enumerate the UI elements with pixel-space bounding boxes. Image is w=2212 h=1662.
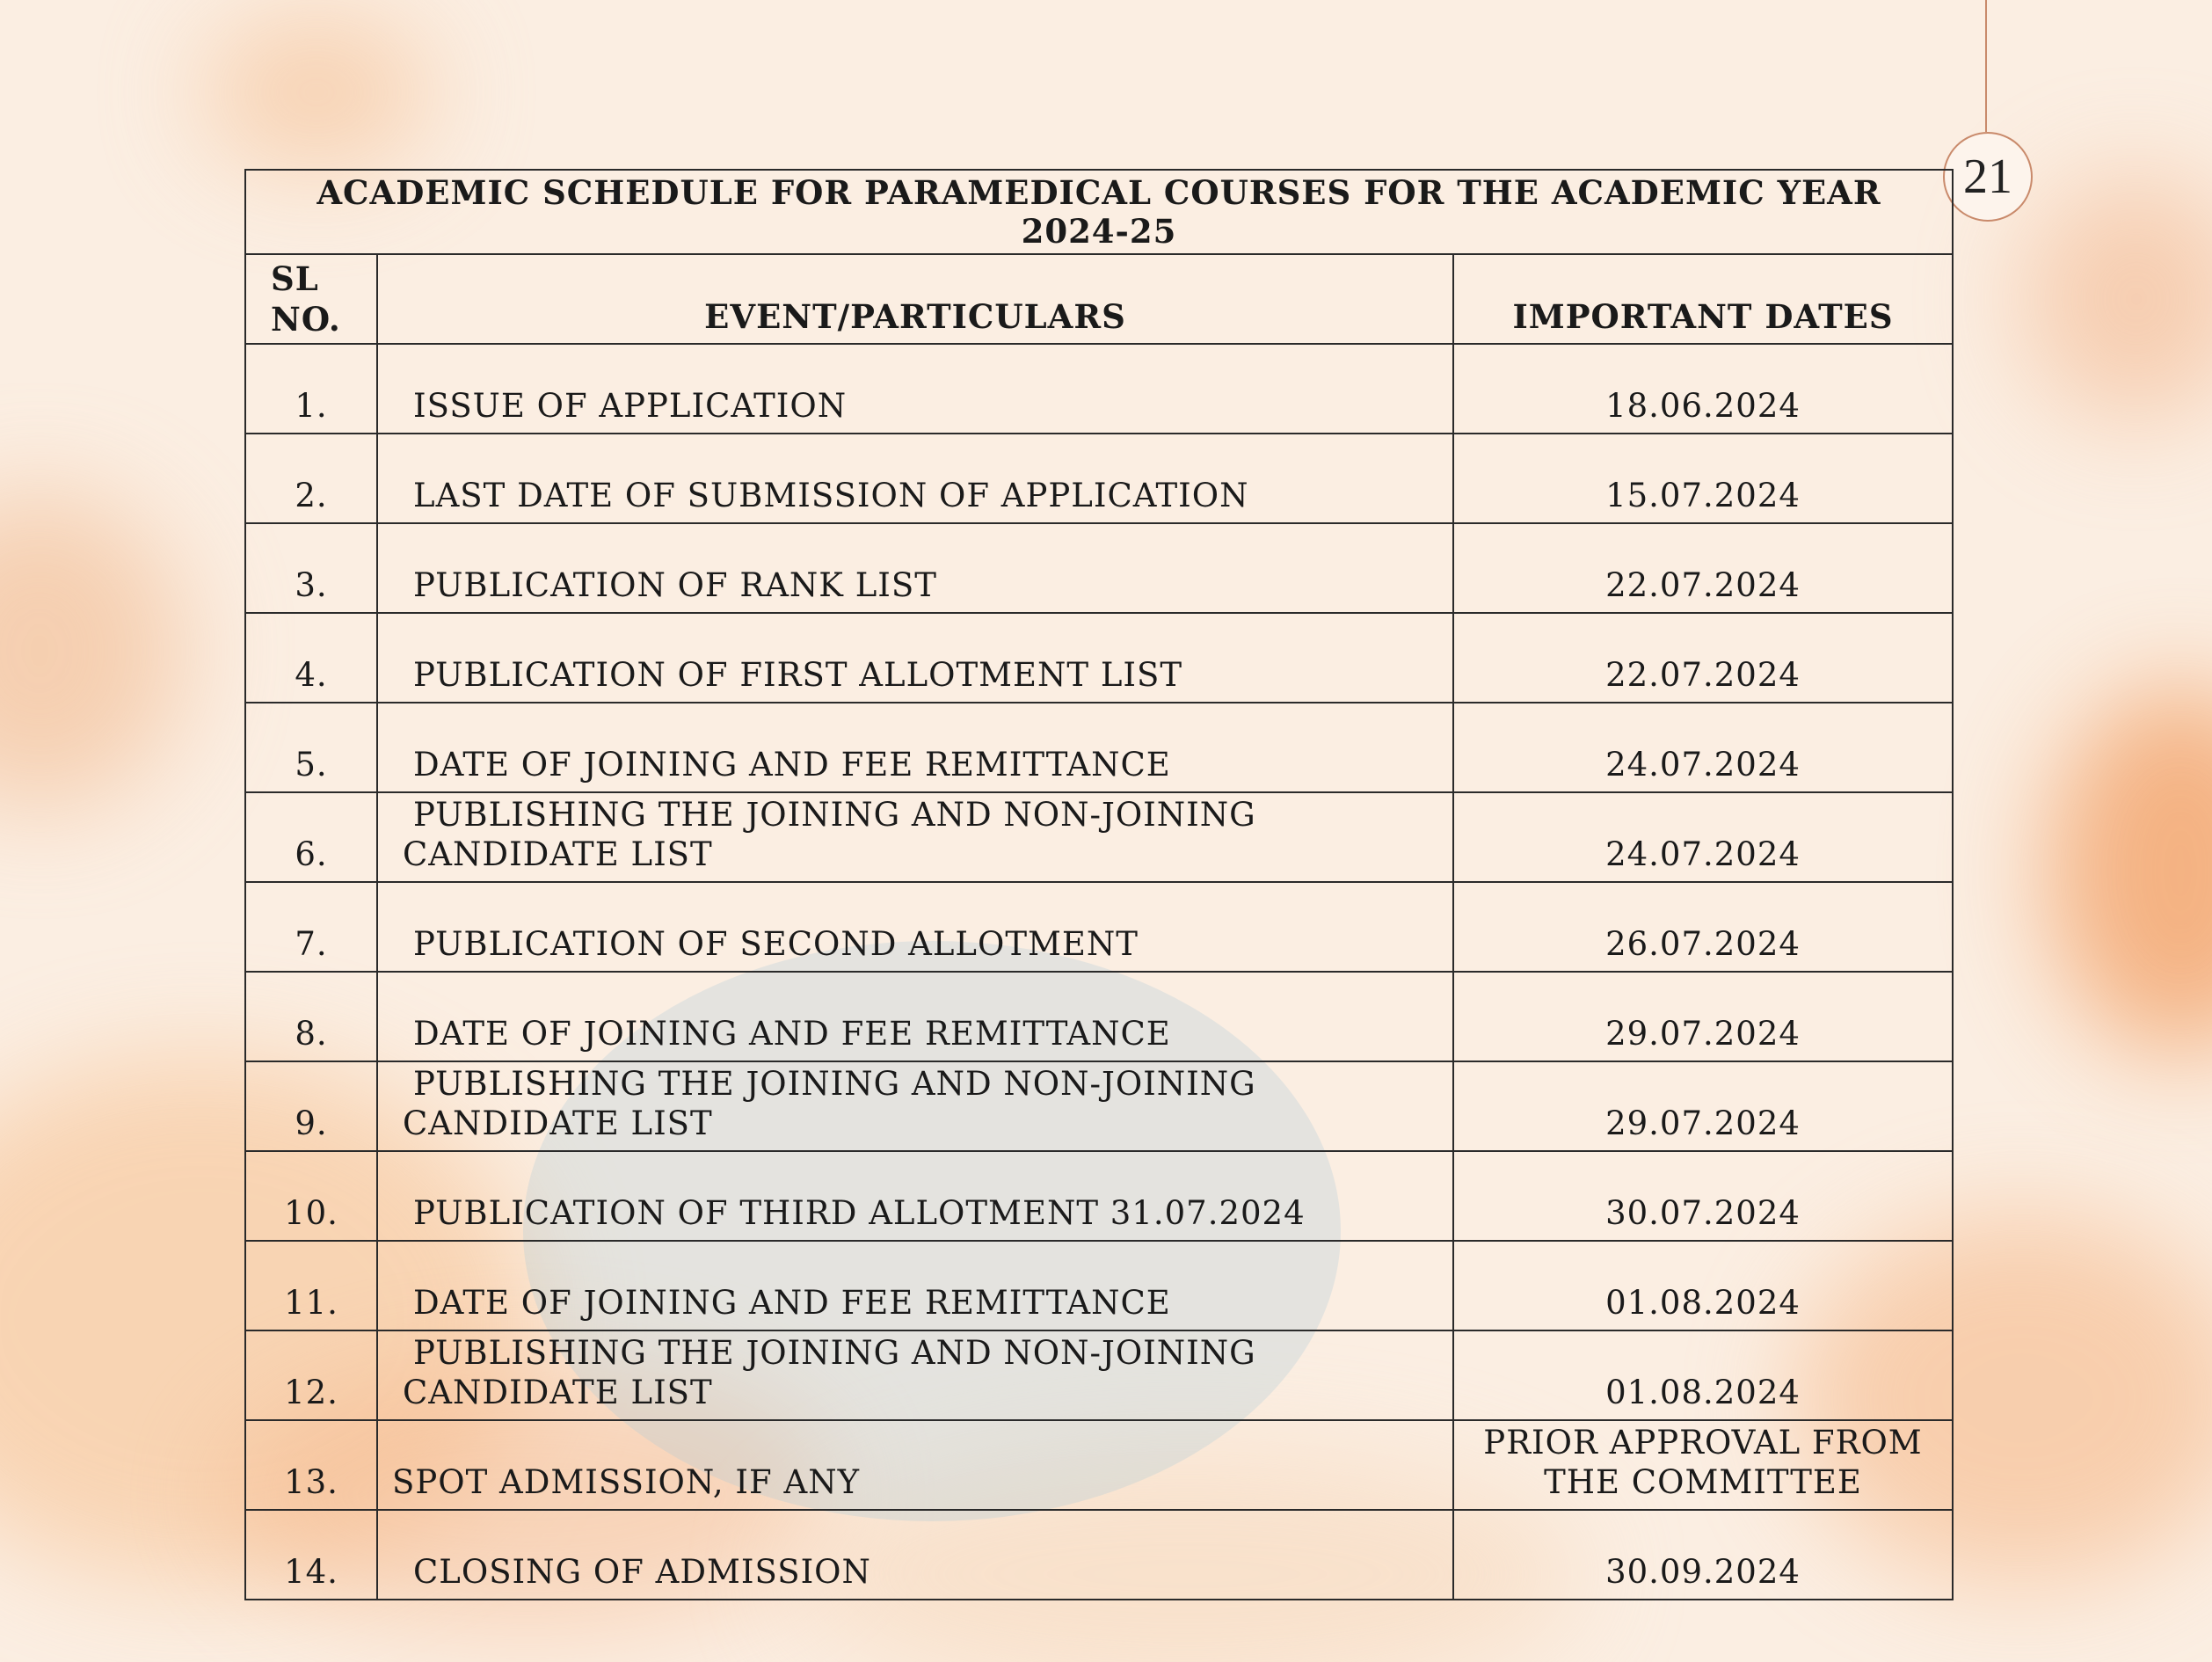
row-event: DATE OF JOINING AND FEE REMITTANCE	[377, 703, 1453, 792]
row-event	[377, 1330, 1453, 1420]
row-date: 22.07.2024	[1453, 613, 1953, 703]
row-date: 30.09.2024	[1453, 1510, 1953, 1600]
row-sl: 4.	[245, 613, 377, 703]
row-date-line1: PRIOR APPROVAL FROM	[1483, 1424, 1923, 1462]
table-row	[245, 1061, 1953, 1151]
table-title	[245, 170, 1953, 254]
table-title-line1: ACADEMIC SCHEDULE FOR PARAMEDICAL COURSES FOR THE ACADEMIC YEAR	[317, 172, 1881, 212]
row-sl: 1.	[245, 344, 377, 434]
row-date	[1453, 1420, 1953, 1510]
table-row	[245, 1330, 1953, 1420]
background-blob	[202, 18, 431, 167]
row-sl: 8.	[245, 972, 377, 1061]
header-event: EVENT/PARTICULARS	[377, 254, 1453, 344]
row-event-line1: PUBLISHING THE JOINING AND NON-JOINING	[413, 796, 1256, 835]
academic-schedule-table	[244, 169, 1954, 1600]
row-sl: 13.	[245, 1420, 377, 1510]
row-event-line1: PUBLISHING THE JOINING AND NON-JOINING	[413, 1334, 1256, 1373]
row-date: 01.08.2024	[1453, 1330, 1953, 1420]
row-event-line2: CANDIDATE LIST	[403, 1104, 713, 1142]
row-sl: 6.	[245, 792, 377, 882]
row-event: LAST DATE OF SUBMISSION OF APPLICATION	[377, 434, 1453, 523]
row-sl: 9.	[245, 1061, 377, 1151]
table-row	[245, 1420, 1953, 1510]
table-row	[245, 613, 1953, 703]
table-row	[245, 792, 1953, 882]
row-sl: 11.	[245, 1241, 377, 1330]
row-date: 22.07.2024	[1453, 523, 1953, 613]
row-date: 18.06.2024	[1453, 344, 1953, 434]
row-event-line1: PUBLISHING THE JOINING AND NON-JOINING	[413, 1065, 1256, 1104]
table-row	[245, 1241, 1953, 1330]
row-date: 29.07.2024	[1453, 972, 1953, 1061]
header-sl-no	[245, 254, 377, 344]
row-event-line2: CANDIDATE LIST	[403, 835, 713, 873]
row-sl: 14.	[245, 1510, 377, 1600]
page-marker-line	[1985, 0, 1987, 132]
row-date: 24.07.2024	[1453, 792, 1953, 882]
row-event: PUBLICATION OF RANK LIST	[377, 523, 1453, 613]
row-event: PUBLICATION OF SECOND ALLOTMENT	[377, 882, 1453, 972]
page-number-badge: 21	[1943, 132, 2033, 222]
row-date: 24.07.2024	[1453, 703, 1953, 792]
row-event	[377, 792, 1453, 882]
row-sl: 5.	[245, 703, 377, 792]
background-blob	[0, 492, 185, 809]
table-row	[245, 972, 1953, 1061]
row-sl: 12.	[245, 1330, 377, 1420]
row-sl: 7.	[245, 882, 377, 972]
table-row	[245, 344, 1953, 434]
header-sl-line2: NO.	[271, 300, 341, 339]
table-row	[245, 1151, 1953, 1241]
row-date-line2: THE COMMITTEE	[1544, 1462, 1862, 1501]
row-date: 15.07.2024	[1453, 434, 1953, 523]
header-dates: IMPORTANT DATES	[1453, 254, 1953, 344]
table-row	[245, 1510, 1953, 1600]
row-event: DATE OF JOINING AND FEE REMITTANCE	[377, 1241, 1453, 1330]
header-sl-line1: SL	[271, 259, 319, 298]
table-title-line2: 2024-25	[1021, 212, 1177, 251]
row-event	[377, 1061, 1453, 1151]
table-row	[245, 434, 1953, 523]
row-event: CLOSING OF ADMISSION	[377, 1510, 1453, 1600]
background-blob	[2048, 686, 2212, 1055]
table-row	[245, 523, 1953, 613]
row-event: DATE OF JOINING AND FEE REMITTANCE	[377, 972, 1453, 1061]
background-blob	[2022, 176, 2212, 422]
table-row	[245, 882, 1953, 972]
row-sl: 3.	[245, 523, 377, 613]
row-date: 29.07.2024	[1453, 1061, 1953, 1151]
row-event: PUBLICATION OF FIRST ALLOTMENT LIST	[377, 613, 1453, 703]
row-date: 30.07.2024	[1453, 1151, 1953, 1241]
table-header-row	[245, 254, 1953, 344]
table-row	[245, 703, 1953, 792]
row-event: ISSUE OF APPLICATION	[377, 344, 1453, 434]
row-date: 01.08.2024	[1453, 1241, 1953, 1330]
row-event: PUBLICATION OF THIRD ALLOTMENT 31.07.2024	[377, 1151, 1453, 1241]
row-sl: 10.	[245, 1151, 377, 1241]
row-date: 26.07.2024	[1453, 882, 1953, 972]
row-event-line2: CANDIDATE LIST	[403, 1373, 713, 1411]
row-event: SPOT ADMISSION, IF ANY	[377, 1420, 1453, 1510]
row-sl: 2.	[245, 434, 377, 523]
